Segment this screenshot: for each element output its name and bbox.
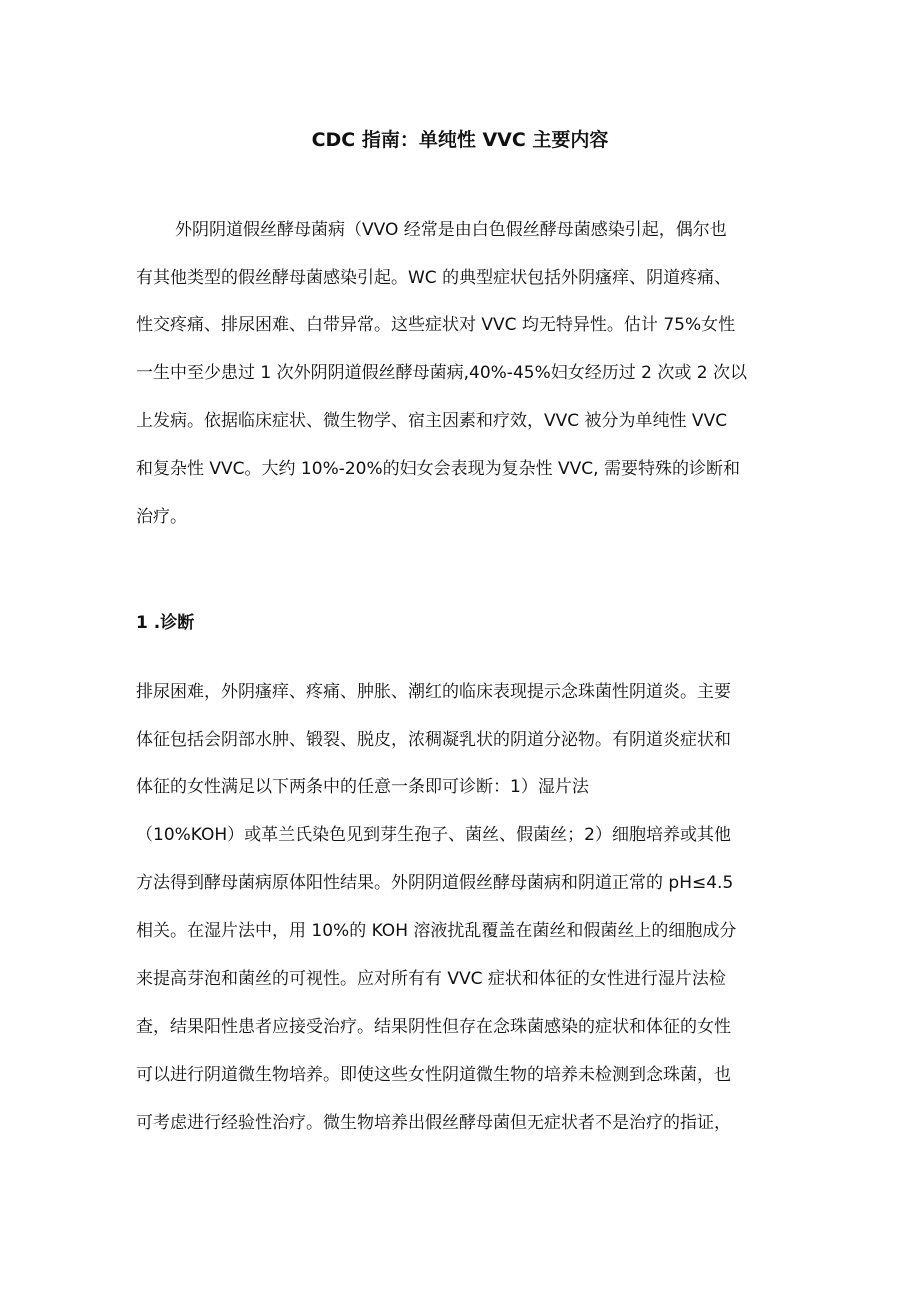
paragraph-line: 治疗。 xyxy=(136,507,187,527)
paragraph-line: 有其他类型的假丝酵母菌感染引起。WC 的典型症状包括外阴瘙痒、阴道疼痛、 xyxy=(136,268,732,288)
paragraph-line: 查，结果阳性患者应接受治疗。结果阴性但存在念珠菌感染的症状和体征的女性 xyxy=(136,1017,731,1037)
paragraph-line: 一生中至少患过 1 次外阴阴道假丝酵母菌病,40%-45%妇女经历过 2 次或 2 次以 xyxy=(136,363,747,383)
paragraph-line: 体征包括会阴部水肿、锻裂、脱皮，浓稠凝乳状的阴道分泌物。有阴道炎症状和 xyxy=(136,730,731,750)
paragraph-line: （10%KOH）或革兰氏染色见到芽生孢子、菌丝、假菌丝；2）细胞培养或其他 xyxy=(136,825,731,845)
paragraph-line: 性交疼痛、排尿困难、白带异常。这些症状对 VVC 均无特异性。估计 75%女性 xyxy=(136,315,736,335)
paragraph-line: 和复杂性 VVC。大约 10%-20%的妇女会表现为复杂性 VVC, 需要特殊的诊断和 xyxy=(136,459,740,479)
paragraph-line: 方法得到酵母菌病原体阳性结果。外阴阴道假丝酵母菌病和阴道正常的 pH≤4.5 xyxy=(136,873,734,893)
section-heading: 1 .诊断 xyxy=(136,613,195,633)
paragraph-line: 来提高芽泡和菌丝的可视性。应对所有有 VVC 症状和体征的女性进行湿片法检 xyxy=(136,969,726,989)
paragraph-line: 体征的女性满足以下两条中的任意一条即可诊断：1）湿片法 xyxy=(136,777,589,797)
paragraph-line: 可以进行阴道微生物培养。即使这些女性阴道微生物的培养未检测到念珠菌，也 xyxy=(136,1065,731,1085)
paragraph-line: 排尿困难，外阴瘙痒、疼痛、肿胀、潮红的临床表现提示念珠菌性阴道炎。主要 xyxy=(136,682,731,702)
page-title: CDC 指南：单纯性 VVC 主要内容 xyxy=(311,129,609,151)
paragraph-line: 上发病。依据临床症状、微生物学、宿主因素和疗效，VVC 被分为单纯性 VVC xyxy=(136,411,728,431)
paragraph-line: 可考虑进行经验性治疗。微生物培养出假丝酵母菌但无症状者不是治疗的指证， xyxy=(136,1113,731,1133)
paragraph-line: 外阴阴道假丝酵母菌病（VVO 经常是由白色假丝酵母菌感染引起，偶尔也 xyxy=(175,220,727,240)
paragraph-line: 相关。在湿片法中，用 10%的 KOH 溶液扰乱覆盖在菌丝和假菌丝上的细胞成分 xyxy=(136,921,737,941)
